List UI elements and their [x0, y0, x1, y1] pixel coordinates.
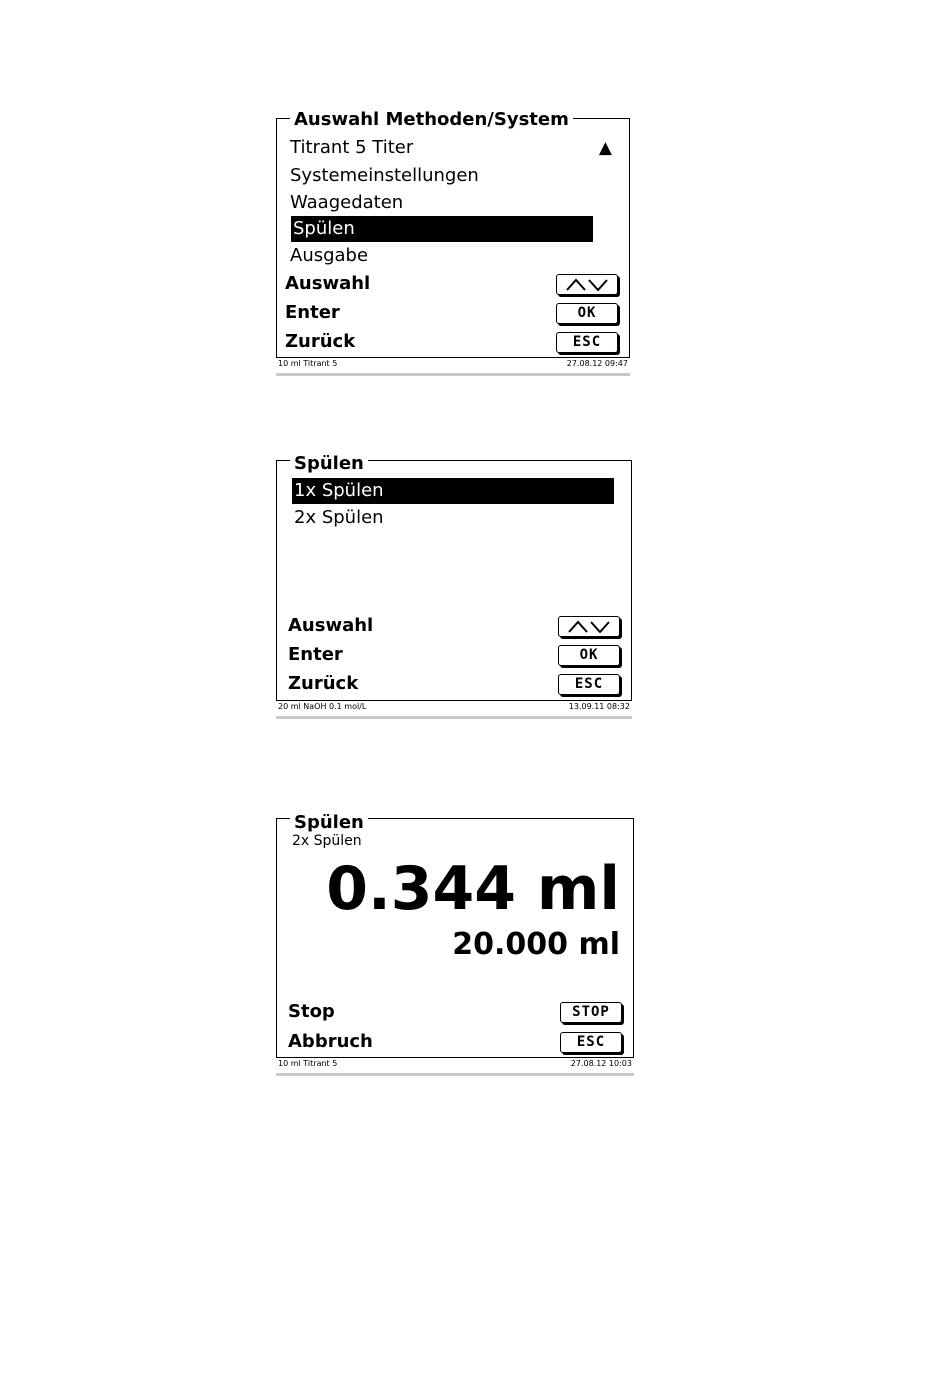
zurueck-label: Zurück [288, 673, 359, 694]
screen-rinse-progress [276, 810, 634, 1076]
enter-label: Enter [288, 644, 343, 665]
screen-title: Auswahl Methoden/System [290, 110, 573, 130]
up-down-arrows-icon [565, 277, 609, 291]
up-down-key-button[interactable] [556, 274, 618, 295]
scroll-up-icon: ▲ [598, 138, 612, 158]
screen-title: Spülen [290, 454, 368, 474]
up-down-key-button[interactable] [558, 616, 620, 637]
abbruch-label: Abbruch [288, 1031, 373, 1052]
auswahl-label: Auswahl [285, 273, 371, 294]
menu-item-1x-spuelen[interactable]: 1x Spülen [292, 478, 614, 504]
menu-item-2x-spuelen[interactable]: 2x Spülen [294, 507, 384, 528]
esc-key-button[interactable]: ESC [556, 332, 618, 353]
menu-item-systemeinstellungen[interactable]: Systemeinstellungen [290, 165, 479, 186]
screen-rinse-menu [276, 452, 632, 719]
auswahl-label: Auswahl [288, 615, 374, 636]
status-datetime: 27.08.12 09:47 [566, 359, 628, 368]
status-bar [276, 700, 632, 719]
up-down-arrows-icon [567, 619, 611, 633]
screen-subtitle: 2x Spülen [292, 833, 362, 849]
ok-key-button[interactable]: OK [556, 303, 618, 324]
screen-title: Spülen [290, 813, 368, 833]
esc-key-button[interactable]: ESC [560, 1032, 622, 1053]
enter-label: Enter [285, 302, 340, 323]
status-datetime: 13.09.11 08:32 [568, 702, 630, 711]
status-method: 10 ml Titrant 5 [278, 1059, 338, 1068]
zurueck-label: Zurück [285, 331, 356, 352]
menu-item-ausgabe[interactable]: Ausgabe [290, 245, 369, 266]
menu-item-waagedaten[interactable]: Waagedaten [290, 192, 404, 213]
status-method: 20 ml NaOH 0.1 mol/L [278, 702, 367, 711]
status-bar [276, 357, 630, 376]
stop-label: Stop [288, 1001, 335, 1022]
status-bar [276, 1057, 634, 1076]
menu-item-spuelen[interactable]: Spülen [291, 216, 593, 242]
screen-method-selection [276, 110, 630, 376]
ok-key-button[interactable]: OK [558, 645, 620, 666]
dosed-volume-value: 0.344 ml [326, 854, 620, 924]
total-volume-value: 20.000 ml [452, 927, 620, 962]
esc-key-button[interactable]: ESC [558, 674, 620, 695]
status-datetime: 27.08.12 10:03 [570, 1059, 632, 1068]
stop-key-button[interactable]: STOP [560, 1002, 622, 1023]
menu-item-titrant-5-titer[interactable]: Titrant 5 Titer [290, 137, 414, 158]
status-method: 10 ml Titrant 5 [278, 359, 338, 368]
